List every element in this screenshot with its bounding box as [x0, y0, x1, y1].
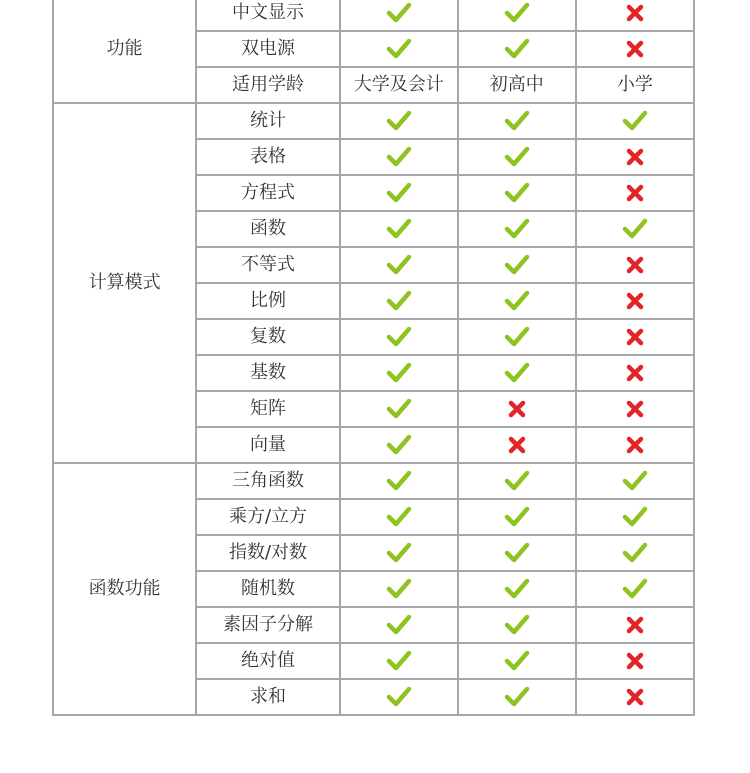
check-icon: [622, 110, 648, 132]
support-cell: [576, 283, 694, 319]
cross-icon: [504, 434, 530, 456]
feature-cell: 比例: [196, 283, 339, 319]
support-cell: [458, 463, 576, 499]
support-cell: [458, 31, 576, 67]
check-icon: [504, 326, 530, 348]
check-icon: [386, 182, 412, 204]
support-cell: [340, 31, 458, 67]
support-cell: [340, 391, 458, 427]
age-group-cell: 大学及会计: [340, 67, 458, 103]
table-row: [53, 103, 694, 139]
cross-icon: [622, 146, 648, 168]
support-cell: [576, 0, 694, 31]
check-icon: [504, 506, 530, 528]
check-icon: [386, 686, 412, 708]
feature-cell: 乘方/立方: [196, 499, 339, 535]
support-cell: [340, 103, 458, 139]
feature-cell: 不等式: [196, 247, 339, 283]
support-cell: [576, 355, 694, 391]
support-cell: [458, 679, 576, 715]
cross-icon: [622, 290, 648, 312]
support-cell: [340, 247, 458, 283]
check-icon: [386, 254, 412, 276]
check-icon: [504, 542, 530, 564]
check-icon: [386, 146, 412, 168]
support-cell: [458, 319, 576, 355]
feature-cell: 求和: [196, 679, 339, 715]
support-cell: [340, 679, 458, 715]
check-icon: [386, 110, 412, 132]
feature-cell: 统计: [196, 103, 339, 139]
check-icon: [622, 470, 648, 492]
category-cell: 计算模式: [53, 103, 196, 463]
support-cell: [576, 31, 694, 67]
support-cell: [340, 0, 458, 31]
check-icon: [386, 290, 412, 312]
support-cell: [458, 247, 576, 283]
feature-cell: 适用学龄: [196, 67, 339, 103]
support-cell: [458, 175, 576, 211]
feature-cell: 随机数: [196, 571, 339, 607]
cross-icon: [622, 2, 648, 24]
support-cell: [576, 427, 694, 463]
support-cell: [576, 499, 694, 535]
support-cell: [340, 211, 458, 247]
support-cell: [458, 607, 576, 643]
support-cell: [340, 643, 458, 679]
check-icon: [386, 2, 412, 24]
age-group-cell: 初高中: [458, 67, 576, 103]
support-cell: [576, 247, 694, 283]
support-cell: [340, 571, 458, 607]
check-icon: [504, 38, 530, 60]
table-row: [53, 463, 694, 499]
cross-icon: [622, 686, 648, 708]
check-icon: [622, 506, 648, 528]
feature-cell: 中文显示: [196, 0, 339, 31]
feature-cell: 素因子分解: [196, 607, 339, 643]
support-cell: [458, 283, 576, 319]
feature-cell: 绝对值: [196, 643, 339, 679]
support-cell: [576, 103, 694, 139]
check-icon: [386, 470, 412, 492]
feature-cell: 指数/对数: [196, 535, 339, 571]
cross-icon: [622, 38, 648, 60]
feature-cell: 表格: [196, 139, 339, 175]
category-cell: 功能: [53, 0, 196, 103]
support-cell: [576, 139, 694, 175]
support-cell: [340, 535, 458, 571]
support-cell: [340, 463, 458, 499]
check-icon: [386, 326, 412, 348]
check-icon: [386, 398, 412, 420]
check-icon: [386, 578, 412, 600]
support-cell: [458, 571, 576, 607]
cross-icon: [504, 398, 530, 420]
feature-cell: 复数: [196, 319, 339, 355]
cross-icon: [622, 254, 648, 276]
support-cell: [458, 391, 576, 427]
check-icon: [386, 614, 412, 636]
feature-cell: 方程式: [196, 175, 339, 211]
cross-icon: [622, 182, 648, 204]
support-cell: [576, 175, 694, 211]
support-cell: [576, 643, 694, 679]
check-icon: [504, 578, 530, 600]
check-icon: [504, 146, 530, 168]
support-cell: [458, 103, 576, 139]
support-cell: [576, 571, 694, 607]
support-cell: [340, 319, 458, 355]
check-icon: [504, 290, 530, 312]
check-icon: [622, 542, 648, 564]
check-icon: [386, 650, 412, 672]
check-icon: [386, 542, 412, 564]
check-icon: [504, 182, 530, 204]
check-icon: [386, 38, 412, 60]
feature-cell: 矩阵: [196, 391, 339, 427]
check-icon: [386, 362, 412, 384]
check-icon: [504, 686, 530, 708]
check-icon: [386, 506, 412, 528]
check-icon: [504, 218, 530, 240]
check-icon: [622, 218, 648, 240]
support-cell: [458, 139, 576, 175]
feature-comparison-table: [52, 0, 695, 716]
support-cell: [576, 679, 694, 715]
cross-icon: [622, 326, 648, 348]
category-cell: 函数功能: [53, 463, 196, 715]
support-cell: [576, 463, 694, 499]
feature-cell: 双电源: [196, 31, 339, 67]
support-cell: [458, 0, 576, 31]
support-cell: [576, 391, 694, 427]
check-icon: [504, 614, 530, 636]
cross-icon: [622, 362, 648, 384]
cross-icon: [622, 434, 648, 456]
feature-cell: 向量: [196, 427, 339, 463]
age-group-cell: 小学: [576, 67, 694, 103]
feature-cell: 三角函数: [196, 463, 339, 499]
check-icon: [504, 362, 530, 384]
cross-icon: [622, 614, 648, 636]
support-cell: [340, 175, 458, 211]
check-icon: [386, 434, 412, 456]
support-cell: [576, 319, 694, 355]
table-body: [53, 0, 694, 715]
check-icon: [504, 2, 530, 24]
support-cell: [576, 607, 694, 643]
feature-cell: 函数: [196, 211, 339, 247]
support-cell: [340, 139, 458, 175]
table-row: [53, 0, 694, 31]
cross-icon: [622, 650, 648, 672]
check-icon: [504, 254, 530, 276]
support-cell: [458, 535, 576, 571]
support-cell: [458, 427, 576, 463]
support-cell: [458, 355, 576, 391]
support-cell: [458, 499, 576, 535]
support-cell: [340, 427, 458, 463]
support-cell: [340, 283, 458, 319]
cross-icon: [622, 398, 648, 420]
check-icon: [622, 578, 648, 600]
check-icon: [504, 650, 530, 672]
support-cell: [340, 499, 458, 535]
support-cell: [458, 643, 576, 679]
feature-cell: 基数: [196, 355, 339, 391]
support-cell: [340, 607, 458, 643]
check-icon: [504, 470, 530, 492]
support-cell: [576, 211, 694, 247]
check-icon: [386, 218, 412, 240]
support-cell: [340, 355, 458, 391]
support-cell: [458, 211, 576, 247]
check-icon: [504, 110, 530, 132]
support-cell: [576, 535, 694, 571]
